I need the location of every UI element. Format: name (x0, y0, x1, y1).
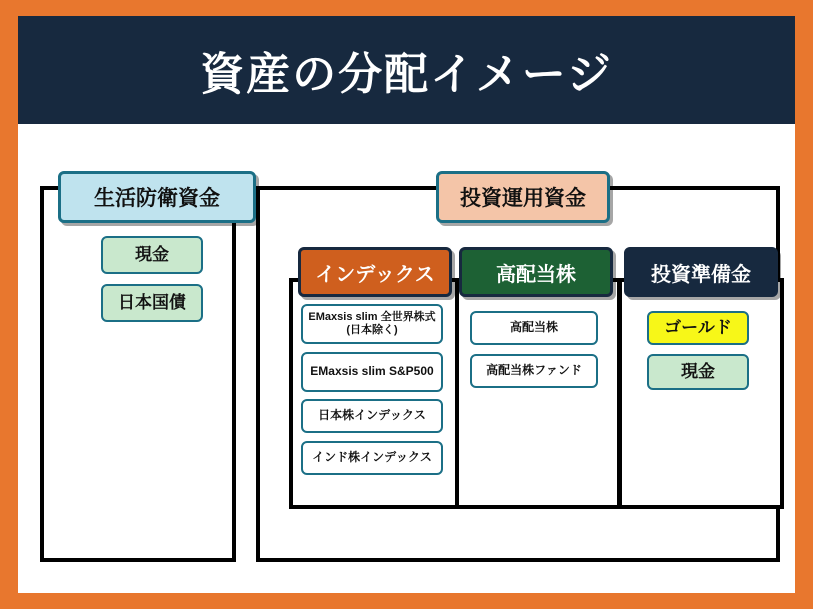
list-item: 高配当株ファンド (470, 354, 598, 388)
list-item: 日本株インデックス (301, 399, 443, 433)
list-item: 高配当株 (470, 311, 598, 345)
list-item: EMaxsis slim S&P500 (301, 352, 443, 392)
list-item: 日本国債 (101, 284, 203, 322)
slide-title-bar (18, 16, 795, 124)
list-item: インド株インデックス (301, 441, 443, 475)
list-item: ゴールド (647, 311, 749, 345)
list-item: EMaxsis slim 全世界株式 (日本除く) (301, 304, 443, 344)
list-item: 現金 (101, 236, 203, 274)
reserve-column-header: 投資準備金 (624, 247, 778, 297)
list-item: 現金 (647, 354, 749, 390)
dividend-column-header: 高配当株 (459, 247, 613, 297)
slide-canvas (18, 16, 795, 593)
investment-fund-header: 投資運用資金 (436, 171, 610, 223)
emergency-fund-header: 生活防衛資金 (58, 171, 256, 223)
page-title: 資産の分配イメージ (200, 50, 613, 99)
index-column-header: インデックス (298, 247, 452, 297)
